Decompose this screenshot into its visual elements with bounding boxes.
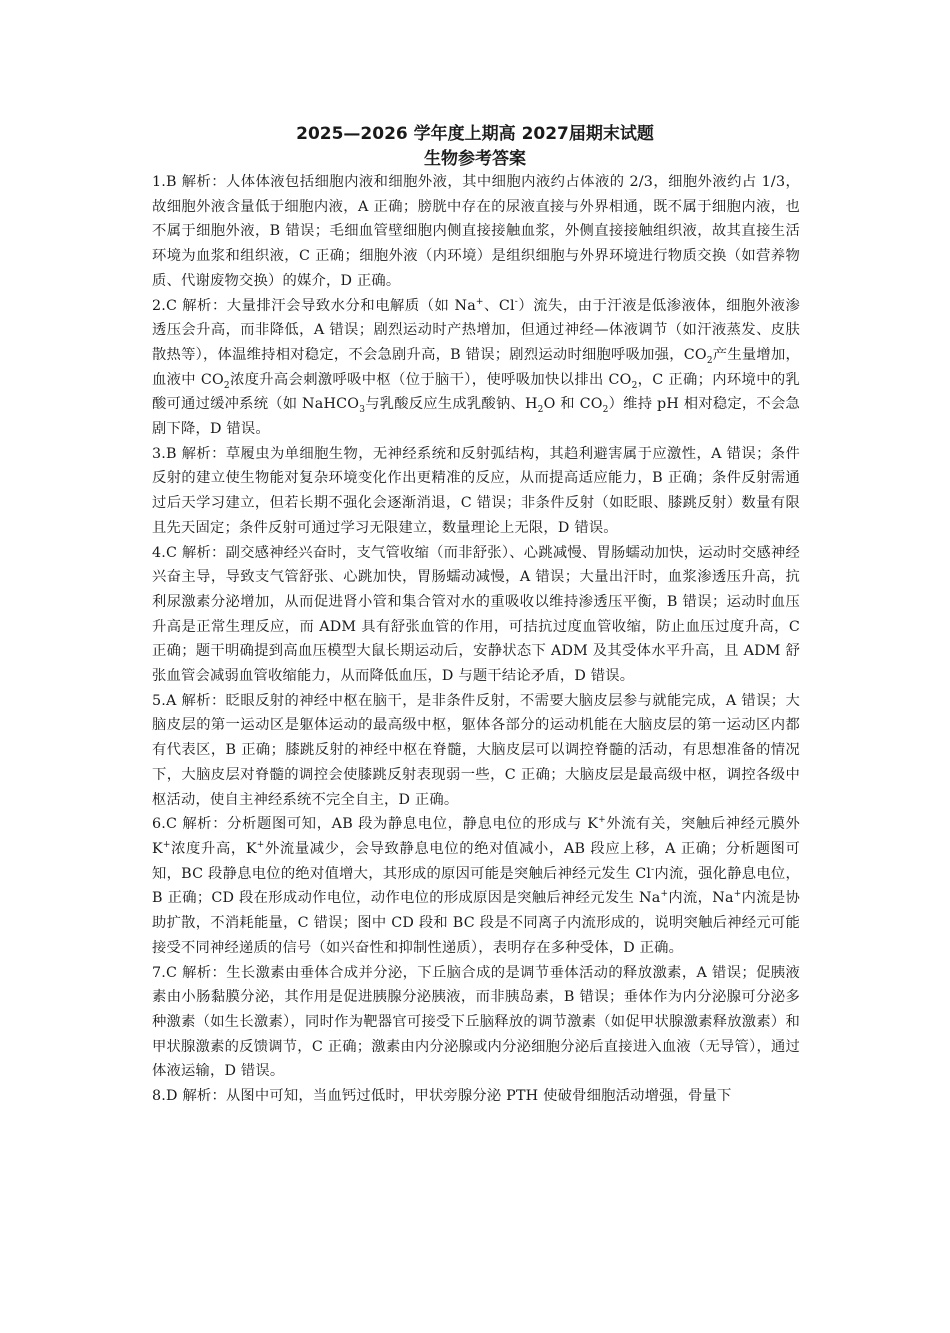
- answer-text-segment: 、Cl: [483, 297, 515, 314]
- answer-text-segment: -: [651, 864, 655, 875]
- answer-text-segment: ）流失，由于汗液是低渗液体，细胞外液渗透压会升高，而非降低，A 错误；剧烈运动时产热增加，但通过神经—体液调节（如汗液蒸发、皮肤散热等），体温维持相对稳定，不会急剧升高，B 错误；剧烈运动时细胞呼吸加强，CO: [152, 297, 800, 363]
- answer-text-segment: ）维持 pH 相对稳定，不会急剧下降，D 错误。: [152, 396, 800, 438]
- title-block: [0, 122, 950, 171]
- answer-7: [152, 961, 800, 1085]
- answer-text-segment: +: [475, 296, 484, 307]
- answer-text-segment: 产生量增加，血液中 CO: [152, 346, 801, 388]
- answer-text-segment: 2: [631, 380, 638, 391]
- answer-text-segment: 8.D 解析：从图中可知，当血钙过低时，甲状旁腺分泌 PTH 使破骨细胞活动增强，骨量下: [152, 1088, 732, 1105]
- answer-text-segment: 内流是协助扩散，不消耗能量，C 错误；图中 CD 段和 BC 段是不同离子内流形成的，说明突触后神经元可能接受不同神经递质的信号（如兴奋性和抑制性递质），表明存在多种受体，D 正确。: [152, 890, 800, 956]
- answer-text-segment: 2: [706, 355, 713, 366]
- answer-text-segment: 3.B 解析：草履虫为单细胞生物，无神经系统和反射弧结构，其趋利避害属于应激性，A 错误；条件反射的建立使生物能对复杂环境变化作出更精准的反应，从而提高适应能力，B 正确；条件反射需通过后天学习建立，但若长期不强化会逐渐消退，C 错误；非条件反射（如眨眼、膝跳反射）数量有限且先天固定；条件反射可通过学习无限建立，数量理论上无限，D 错误。: [152, 445, 800, 536]
- answer-text-segment: +: [162, 840, 171, 851]
- answer-text-segment: O 和 CO: [543, 396, 603, 413]
- answer-text-segment: 2: [537, 405, 544, 416]
- answer-text-segment: 外流有关，突触后神经元膜外 K: [152, 816, 800, 857]
- answer-8: [152, 1084, 800, 1109]
- answer-text-segment: 3: [359, 405, 366, 416]
- answer-text-segment: 5.A 解析：眨眼反射的神经中枢在脑干，是非条件反射，不需要大脑皮层参与就能完成，A 错误；大脑皮层的第一运动区是躯体运动的最高级中枢，躯体各部分的运动机能在大脑皮层的第一运动区内都有代表区，B 正确；膝跳反射的神经中枢在脊髓，大脑皮层可以调控脊髓的活动，有思想准备的情况下，大脑皮层对脊髓的调控会使膝跳反射表现弱一些，C 正确；大脑皮层是最高级中枢，调控各级中枢活动，使自主神经系统不完全自主，D 正确。: [152, 692, 800, 808]
- answer-text-segment: 与乳酸反应生成乳酸钠、H: [365, 396, 538, 413]
- answer-text-segment: 2: [223, 380, 230, 391]
- answer-text-segment: ，C 正确；内环境中的乳酸可通过缓冲系统（如 NaHCO: [152, 371, 800, 413]
- answer-text-segment: 2: [602, 405, 609, 416]
- answer-text-segment: 7.C 解析：生长激素由垂体合成并分泌，下丘脑合成的是调节垂体活动的释放激素，A 错误；促胰液素由小肠黏膜分泌，其作用是促进胰腺分泌胰液，而非胰岛素，B 错误；垂体作为内分泌腺可分泌多种激素（如生长激素），同时作为靶器官可接受下丘脑释放的调节激素（如促甲状腺激素释放激素）和甲状腺激素的反馈调节，C 正确；激素由内分泌腺或内分泌细胞分泌后直接进入血液（无导管），通过体液运输，D 错误。: [152, 964, 800, 1080]
- answer-text-segment: 2.C 解析：大量排汗会导致水分和电解质（如 Na: [152, 297, 476, 314]
- answer-text-segment: 浓度升高会刺激呼吸中枢（位于脑干），使呼吸加快以排出 CO: [229, 371, 632, 388]
- answer-text-segment: +: [256, 840, 265, 851]
- answer-3: [152, 442, 800, 541]
- answer-text-segment: +: [733, 889, 742, 900]
- answer-text-segment: 6.C 解析：分析题图可知，AB 段为静息电位，静息电位的形成与 K: [152, 816, 599, 833]
- answer-text-segment: +: [660, 889, 669, 900]
- answer-text-segment: 内流，Na: [668, 890, 734, 907]
- document-subtitle: 生物参考答案: [424, 149, 526, 169]
- answer-text-segment: 4.C 解析：副交感神经兴奋时，支气管收缩（而非舒张）、心跳减慢、胃肠蠕动加快，运动时交感神经兴奋主导，导致支气管舒张、心跳加快，胃肠蠕动减慢，A 错误；大量出汗时，血浆渗透压升高，抗利尿激素分泌增加，从而促进肾小管和集合管对水的重吸收以维持渗透压平衡，B 错误；运动时血压升高是正常生理反应，而 ADM 具有舒张血管的作用，可拮抗过度血管收缩，防止血压过度升高，C 正确；题干明确提到高血压模型大鼠长期运动后，安静状态下 ADM 及其受体水平升高，且 ADM 舒张血管会减弱血管收缩能力，从而降低血压，D 与题干结论矛盾，D 错误。: [152, 544, 800, 685]
- answer-6: [152, 812, 800, 960]
- answer-text-segment: +: [598, 815, 606, 826]
- answer-text-segment: 外流量减少，会导致静息电位的绝对值减小，AB 段应上移，A 正确；分析题图可知，BC 段静息电位的绝对值增大，其形成的原因可能是突触后神经元发生 Cl: [152, 840, 800, 882]
- answers-body: [152, 170, 800, 1109]
- answer-4: [152, 541, 800, 689]
- answer-5: [152, 689, 800, 813]
- answer-text-segment: 浓度升高，K: [170, 840, 257, 857]
- answer-text-segment: 1.B 解析：人体体液包括细胞内液和细胞外液，其中细胞内液约占体液的 2/3，细胞外液约占 1/3，故细胞外液含量低于细胞内液，A 正确；膀胱中存在的尿液直接与外界相通，既不属于细胞内液，也不属于细胞外液，B 错误；毛细血管壁细胞内侧直接接触血浆，外侧直接接触组织液，故其直接生活环境为血浆和组织液，C 正确；细胞外液（内环境）是组织细胞与外界环境进行物质交换（如营养物质、代谢废物交换）的媒介，D 正确。: [152, 174, 800, 289]
- answer-2: [152, 294, 800, 442]
- document-title: 2025—2026 学年度上期高 2027届期末试题: [296, 124, 654, 144]
- answer-1: [152, 170, 800, 294]
- answer-text-segment: 内流，强化静息电位，B 正确；CD 段在形成动作电位，动作电位的形成原因是突触后神经元发生 Na: [152, 865, 800, 907]
- answer-text-segment: -: [514, 296, 519, 307]
